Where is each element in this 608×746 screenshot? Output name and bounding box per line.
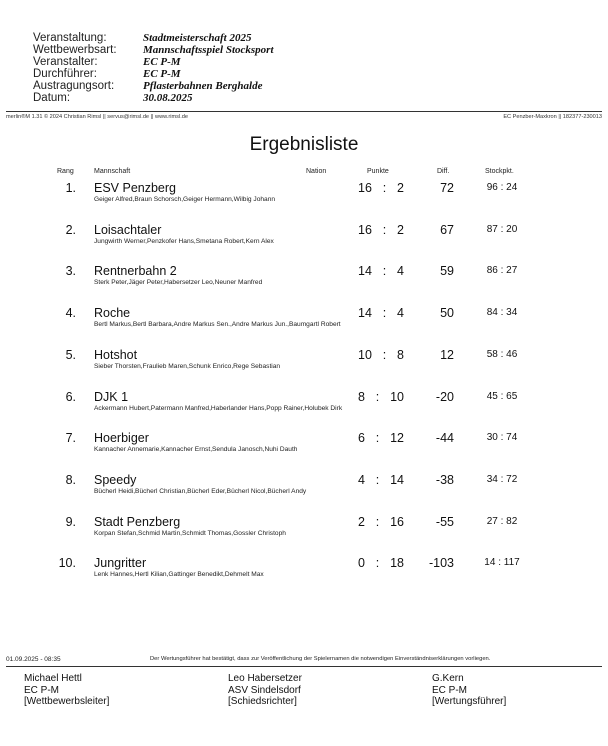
table-row — [0, 348, 608, 390]
team-name: Loisachtaler — [94, 222, 162, 237]
table-row — [0, 473, 608, 515]
signature-role: [Wettbewerbsleiter] — [24, 696, 110, 707]
diff-cell: -55 — [435, 514, 454, 529]
team-name: Roche — [94, 306, 131, 321]
points-separator: : — [375, 514, 380, 529]
team-players: Ackermann Hubert,Patermann Manfred,Haberlander Hans,Popp Rainer,Holubek Dirk — [94, 404, 343, 412]
column-header-diff: Diff. — [437, 168, 450, 175]
team-name: Speedy — [94, 472, 137, 487]
table-row — [0, 264, 608, 306]
info-label: Veranstalter: — [33, 56, 98, 68]
stock-points-cell: 34 : 72 — [486, 473, 518, 485]
signature-name: Michael Hettl — [24, 673, 82, 684]
team-players: Geiger Alfred,Braun Schorsch,Geiger Hermann,Wilbig Johann — [94, 196, 276, 203]
points-separator: : — [375, 389, 380, 404]
info-label: Datum: — [33, 92, 71, 104]
rank-cell: 5. — [65, 347, 76, 362]
points-cell — [358, 264, 404, 278]
team-name: DJK 1 — [94, 389, 129, 404]
team-name: Stadt Penzberg — [94, 514, 181, 529]
points-won: 14 — [358, 264, 372, 279]
stock-points-cell: 96 : 24 — [486, 182, 518, 193]
column-header-nation: Nation — [306, 168, 327, 175]
stock-points-cell: 45 : 65 — [486, 390, 518, 402]
column-header-stock: Stockpkt. — [485, 168, 514, 175]
stock-points-cell: 14 : 117 — [484, 557, 520, 569]
table-row — [0, 390, 608, 432]
rank-cell: 7. — [65, 431, 76, 446]
club-credit: EC Penzber-Maxkron || 182377-230013 — [503, 114, 602, 120]
points-won: 6 — [358, 431, 365, 446]
points-lost: 18 — [390, 556, 404, 571]
points-won: 8 — [358, 389, 365, 404]
points-lost: 4 — [397, 306, 404, 321]
column-header-points: Punkte — [367, 168, 389, 175]
points-separator: : — [382, 347, 387, 362]
software-credit: merlin®M 1.31 © 2024 Christian Rimsl || servus@rimsl.de || www.rimsl.de — [6, 114, 188, 120]
points-separator: : — [382, 181, 387, 195]
info-row-event — [33, 32, 274, 44]
points-won: 16 — [358, 222, 372, 237]
diff-cell: -20 — [435, 389, 454, 404]
team-players: Sterk Peter,Jäger Peter,Habersetzer Leo,Neuner Manfred — [94, 279, 263, 287]
points-lost: 2 — [397, 181, 404, 195]
team-players: Korpan Stefan,Schmid Martin,Schmidt Thomas,Gossler Christoph — [94, 529, 286, 537]
team-players: Lenk Hannes,Hertl Kilian,Gattinger Benedikt,Dehmelt Max — [94, 571, 264, 579]
diff-cell: -44 — [435, 431, 454, 446]
event-info — [33, 32, 274, 104]
signature-role: [Wertungsführer] — [432, 696, 507, 707]
page-title: Ergebnisliste — [249, 134, 359, 155]
points-separator: : — [382, 222, 387, 237]
stock-points-cell: 58 : 46 — [486, 348, 518, 360]
rank-cell: 4. — [65, 306, 76, 321]
info-label: Veranstaltung: — [33, 32, 107, 44]
stock-points-cell: 86 : 27 — [486, 265, 518, 277]
table-row — [0, 431, 608, 473]
info-label: Wettbewerbsart: — [33, 44, 117, 56]
stock-points-cell: 27 : 82 — [486, 515, 518, 527]
team-players: Kannacher Annemarie,Kannacher Ernst,Sendula Janosch,Nuhi Dauth — [94, 446, 298, 454]
team-players: Jungwirth Werner,Penzkofer Hans,Smetana Robert,Kern Alex — [94, 237, 274, 245]
team-name: Hoerbiger — [94, 431, 149, 446]
diff-cell: 50 — [440, 306, 454, 321]
signature-club: EC P-M — [432, 684, 467, 696]
signature-role: [Schiedsrichter] — [228, 696, 297, 707]
credit-line — [6, 111, 602, 122]
points-separator: : — [375, 472, 380, 487]
rank-cell: 8. — [65, 472, 76, 487]
team-players: Sieber Thorsten,Fraulieb Maren,Schunk Enrico,Rege Sebastian — [94, 362, 281, 370]
points-lost: 4 — [397, 264, 404, 279]
table-row — [0, 556, 608, 598]
team-name: Rentnerbahn 2 — [94, 264, 177, 279]
points-won: 14 — [358, 306, 372, 321]
table-row — [0, 515, 608, 557]
points-won: 0 — [358, 556, 365, 571]
signature-referee — [228, 673, 302, 708]
signature-name: Leo Habersetzer — [228, 673, 302, 684]
points-cell — [358, 473, 404, 487]
rank-cell: 2. — [65, 222, 76, 237]
info-value: EC P-M — [143, 56, 181, 68]
team-players: Bertl Markus,Bertl Barbara,Andre Markus Sen.,Andre Markus Jun.,Baumgartl Robert — [94, 321, 341, 329]
signature-club: ASV Sindelsdorf — [228, 684, 301, 696]
info-row-date — [33, 92, 274, 104]
points-won: 10 — [358, 347, 372, 362]
points-cell — [358, 556, 404, 570]
points-cell — [358, 348, 404, 362]
points-separator: : — [375, 431, 380, 446]
info-row-organizer — [33, 56, 274, 68]
points-cell — [358, 515, 404, 529]
team-players: Bücherl Heidi,Bücherl Christian,Bücherl Eder,Bücherl Nicol,Bücherl Andy — [94, 487, 307, 495]
rank-cell: 3. — [65, 264, 76, 279]
consent-note: Der Wertungsführer hat bestätigt, dass zur Veröffentlichung der Spielernamen die notwendigen Einverständniserklärungen vorliegen. — [150, 656, 491, 662]
points-lost: 16 — [390, 514, 404, 529]
points-lost: 12 — [390, 431, 404, 446]
print-date: 01.09.2025 - 08:35 — [6, 656, 61, 663]
team-name: ESV Penzberg — [94, 181, 176, 195]
points-cell — [358, 431, 404, 445]
signature-club: EC P-M — [24, 684, 59, 696]
diff-cell: -38 — [435, 472, 454, 487]
table-row — [0, 306, 608, 348]
info-value: Stadtmeisterschaft 2025 — [143, 32, 252, 44]
diff-cell: 67 — [440, 222, 454, 237]
stock-points-cell: 84 : 34 — [486, 307, 518, 319]
signature-competition-leader — [24, 673, 109, 708]
rank-cell: 9. — [65, 514, 76, 529]
column-header-rank: Rang — [57, 168, 74, 175]
signature-scorekeeper — [432, 673, 506, 708]
team-name: Hotshot — [94, 347, 138, 362]
rank-cell: 1. — [65, 181, 76, 195]
info-value: Pflasterbahnen Berghalde — [143, 80, 263, 92]
points-cell — [358, 181, 404, 195]
points-lost: 2 — [397, 222, 404, 237]
info-label: Durchführer: — [33, 68, 97, 80]
rank-cell: 6. — [65, 389, 76, 404]
diff-cell: 72 — [440, 181, 454, 195]
points-won: 16 — [358, 181, 372, 195]
info-row-venue — [33, 80, 274, 92]
rank-cell: 10. — [58, 556, 76, 571]
table-row — [0, 181, 608, 223]
points-lost: 14 — [390, 472, 404, 487]
footer-divider — [6, 666, 602, 667]
stock-points-cell: 87 : 20 — [486, 223, 518, 235]
points-lost: 8 — [397, 347, 404, 362]
info-value: Mannschaftsspiel Stocksport — [143, 44, 274, 56]
points-won: 2 — [358, 514, 365, 529]
info-label: Austragungsort: — [33, 80, 115, 92]
info-row-executor — [33, 68, 274, 80]
diff-cell: -103 — [428, 556, 454, 571]
column-header-team: Mannschaft — [94, 168, 131, 175]
points-separator: : — [382, 306, 387, 321]
points-separator: : — [382, 264, 387, 279]
signature-name: G.Kern — [432, 673, 464, 684]
info-value: EC P-M — [143, 68, 181, 80]
stock-points-cell: 30 : 74 — [486, 432, 518, 444]
points-cell — [358, 223, 404, 237]
points-won: 4 — [358, 472, 365, 487]
points-separator: : — [375, 556, 380, 571]
team-name: Jungritter — [94, 556, 147, 571]
diff-cell: 12 — [440, 347, 454, 362]
points-lost: 10 — [390, 389, 404, 404]
info-row-type — [33, 44, 274, 56]
points-cell — [358, 390, 404, 404]
diff-cell: 59 — [440, 264, 454, 279]
table-row — [0, 223, 608, 265]
info-value: 30.08.2025 — [143, 92, 193, 104]
points-cell — [358, 306, 404, 320]
